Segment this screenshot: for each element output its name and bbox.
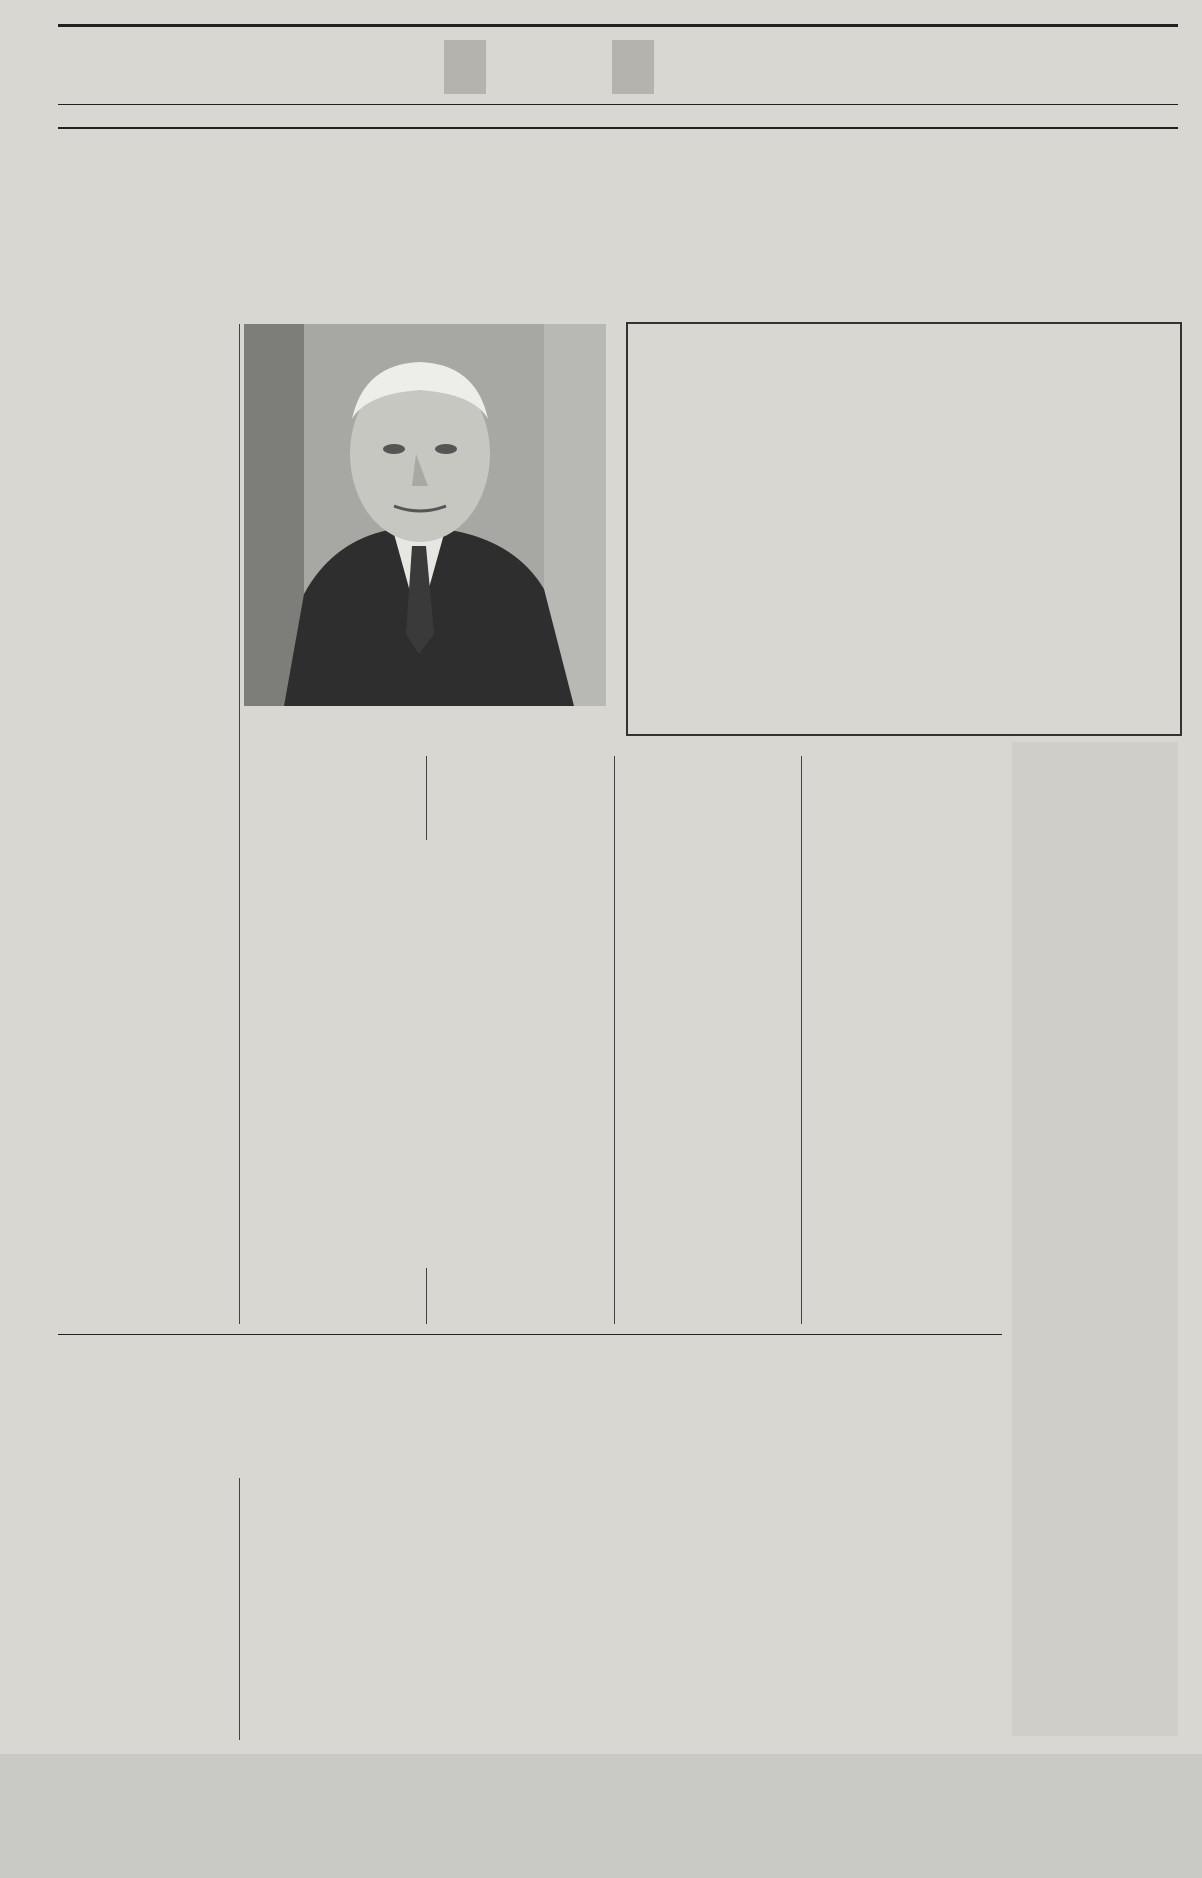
column-rule [426,1268,427,1324]
top-rule [58,24,1178,27]
berlinguer-col-2 [244,1478,420,1740]
sgarbi-col-3 [1040,330,1172,722]
column-rule [614,756,615,1324]
main-col-5 [808,756,986,1324]
main-col-3b [433,1268,607,1324]
section-initial-block [444,40,486,94]
berlinguer-col-1 [58,1478,232,1740]
portrait-illustration [244,324,606,706]
column-rule [801,756,802,1324]
sgarbi-col-2 [822,440,992,722]
camera-body [1018,928,1174,1728]
main-col-3 [433,756,607,840]
sgarbi-col-1 [634,346,812,722]
main-col-2b [244,1268,419,1324]
section-initial-block [612,40,654,94]
ciampi-photo [244,324,606,706]
main-col-2 [244,756,419,840]
header-bottom-rule [58,127,1178,129]
section-rule [58,1334,1002,1335]
column-rule [426,756,427,840]
section-title [440,34,820,96]
header-rule [58,104,1178,105]
main-col-1 [58,324,232,1324]
column-rule [239,1478,240,1740]
quercia-photo-frame [428,1478,788,1878]
column-rule [239,324,240,1324]
main-col-4 [620,756,794,1324]
